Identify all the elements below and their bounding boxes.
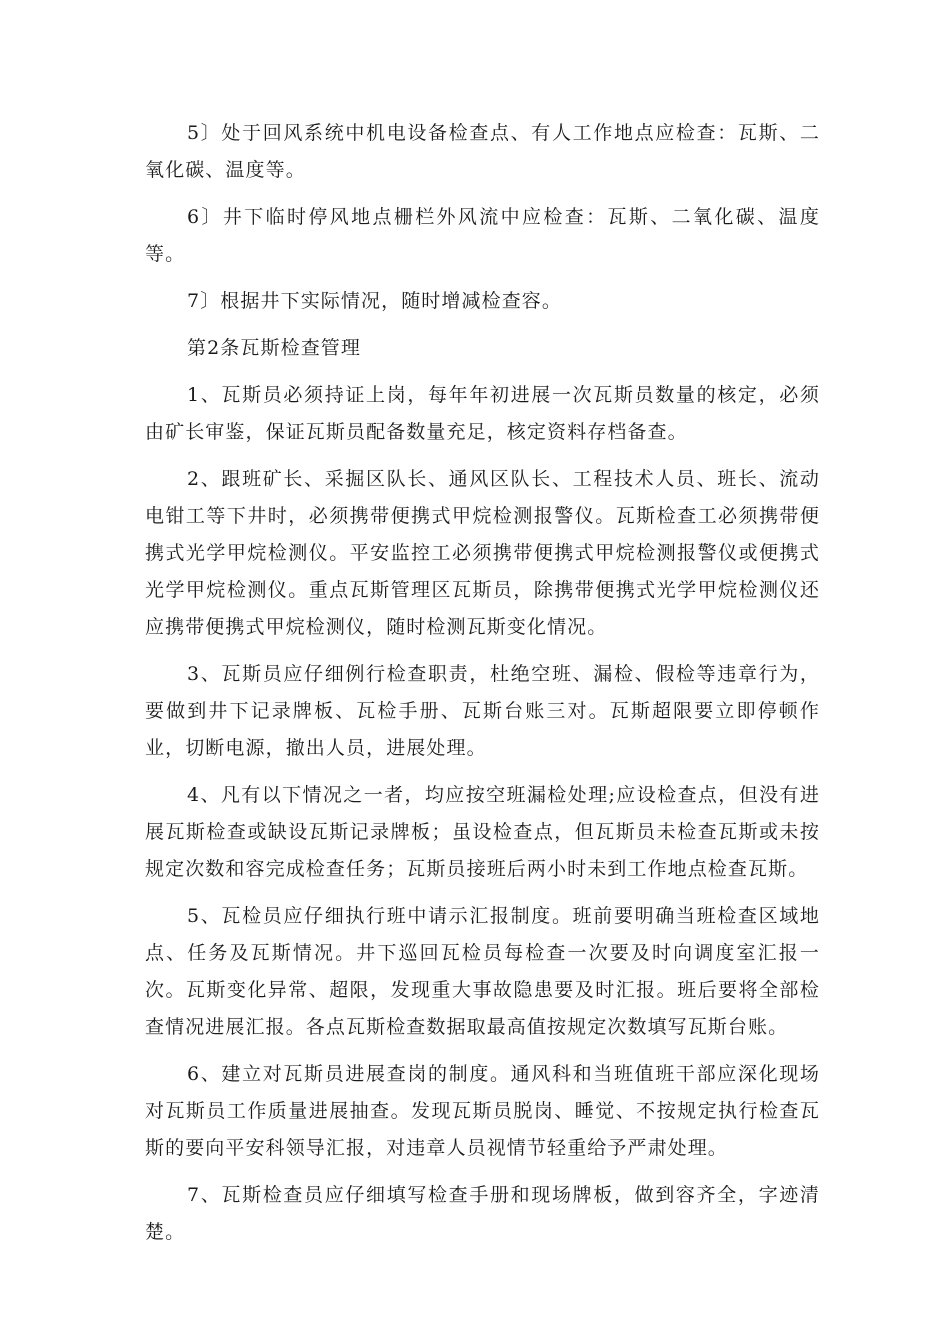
document-body <box>145 115 820 1261</box>
section-heading: 第2条瓦斯检查管理 <box>187 337 361 359</box>
paragraph-rule-4: 4、凡有以下情况之一者，均应按空班漏检处理;应设检查点，但没有进展瓦斯检查或缺设瓦斯记录牌板；虽设检查点，但瓦斯员未检查瓦斯或未按规定次数和容完成检查任务；瓦斯员接班后两小时未到工作地点检查瓦斯。 <box>145 784 820 880</box>
paragraph-rule-2: 2、跟班矿长、采掘区队长、通风区队长、工程技术人员、班长、流动电钳工等下井时，必须携带便携式甲烷检测报警仪。瓦斯检查工必须携带便携式光学甲烷检测仪。平安监控工必须携带便携式甲烷检测报警仪或便携式光学甲烷检测仪。重点瓦斯管理区瓦斯员，除携带便携式光学甲烷检测仪还应携带便携式甲烷检测仪，随时检测瓦斯变化情况。 <box>145 468 820 638</box>
paragraph-rule-6: 6、建立对瓦斯员进展查岗的制度。通风科和当班值班干部应深化现场对瓦斯员工作质量进展抽查。发现瓦斯员脱岗、睡觉、不按规定执行检查瓦斯的要向平安科领导汇报，对违章人员视情节轻重给予严肃处理。 <box>145 1063 820 1159</box>
paragraph-rule-3: 3、瓦斯员应仔细例行检查职责，杜绝空班、漏检、假检等违章行为，要做到井下记录牌板、瓦检手册、瓦斯台账三对。瓦斯超限要立即停顿作业，切断电源，撤出人员，进展处理。 <box>145 663 820 759</box>
paragraph-rule-7: 7、瓦斯检查员应仔细填写检查手册和现场牌板，做到容齐全，字迹清楚。 <box>145 1184 820 1243</box>
paragraph-rule-1: 1、瓦斯员必须持证上岗，每年年初进展一次瓦斯员数量的核定，必须由矿长审鉴，保证瓦斯员配备数量充足，核定资料存档备查。 <box>145 384 820 443</box>
paragraph-item-7: 7〕根据井下实际情况，随时增减检查容。 <box>187 290 562 312</box>
paragraph-rule-5: 5、瓦检员应仔细执行班中请示汇报制度。班前要明确当班检查区域地点、任务及瓦斯情况。井下巡回瓦检员每检查一次要及时向调度室汇报一次。瓦斯变化异常、超限，发现重大事故隐患要及时汇报。班后要将全部检查情况进展汇报。各点瓦斯检查数据取最高值按规定次数填写瓦斯台账。 <box>145 905 820 1038</box>
paragraph-item-6: 6〕井下临时停风地点栅栏外风流中应检查：瓦斯、二氧化碳、温度等。 <box>145 206 820 265</box>
paragraph-item-5: 5〕处于回风系统中机电设备检查点、有人工作地点应检查：瓦斯、二氧化碳、温度等。 <box>145 122 820 181</box>
